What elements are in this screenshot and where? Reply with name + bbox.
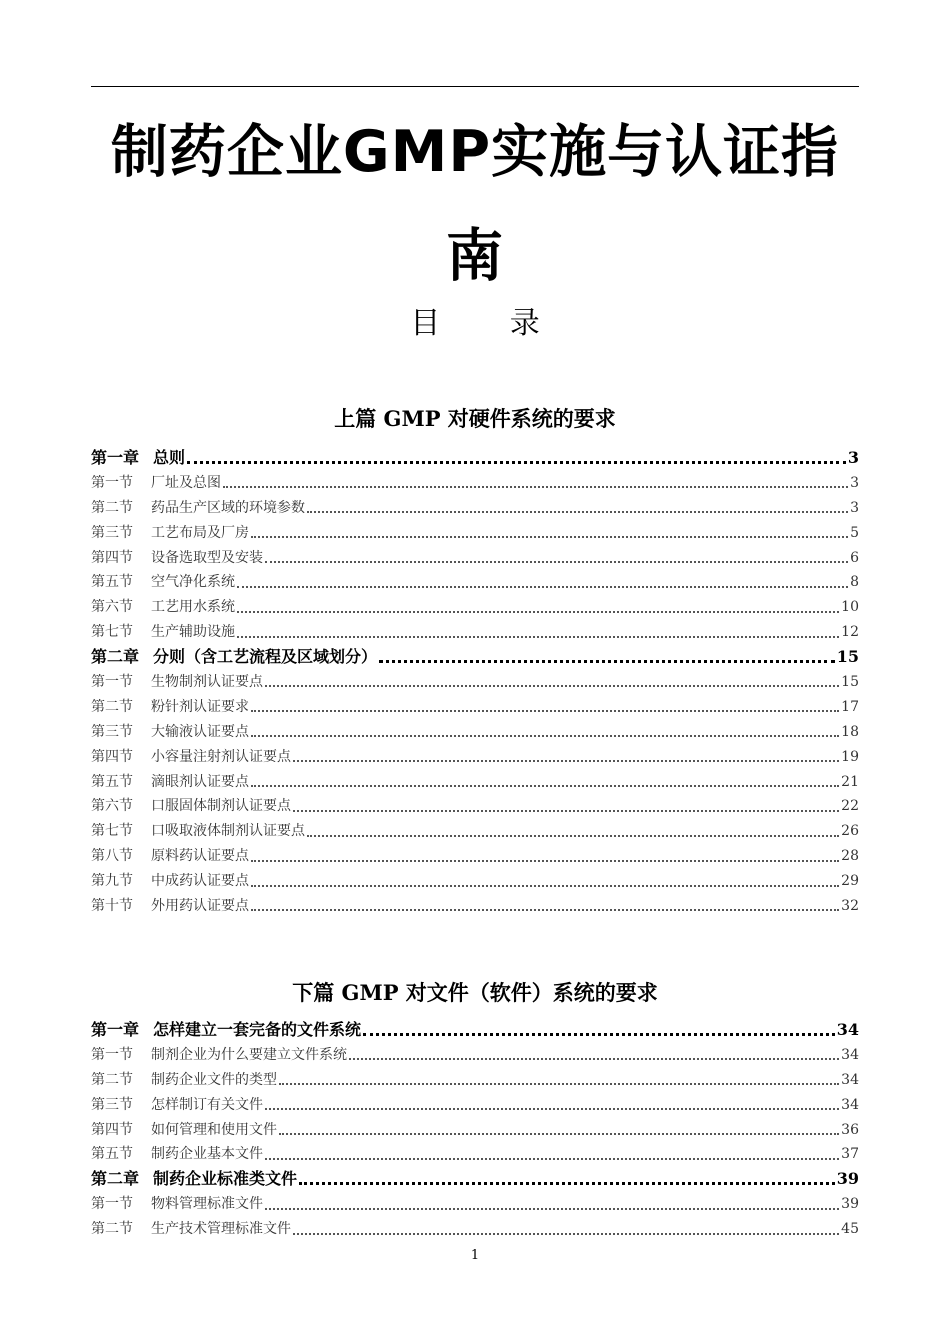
toc-leader-dots bbox=[237, 611, 839, 613]
toc-section-entry[interactable] bbox=[91, 1093, 859, 1118]
toc-leader-dots bbox=[265, 685, 839, 687]
toc-entry-title: 制药企业标准类文件 bbox=[153, 1169, 298, 1189]
toc-entry-number: 第十节 bbox=[91, 898, 133, 915]
toc-leader-dots bbox=[251, 785, 839, 787]
toc-label: 目 录 bbox=[410, 306, 540, 341]
toc-chapter-entry[interactable] bbox=[91, 446, 859, 471]
toc-entry-title: 生物制剂认证要点 bbox=[151, 674, 263, 691]
toc-leader-dots bbox=[237, 586, 848, 588]
toc-entry-title: 生产技术管理标准文件 bbox=[151, 1221, 291, 1238]
toc-entry-number: 第三节 bbox=[91, 1096, 133, 1113]
toc-entry-title: 口服固体制剂认证要点 bbox=[151, 798, 291, 815]
toc-entry-title: 设备选取型及安装 bbox=[151, 549, 263, 566]
toc-leader-dots bbox=[237, 636, 839, 638]
toc-entry-title: 制药企业文件的类型 bbox=[151, 1071, 277, 1088]
toc-section-entry[interactable] bbox=[91, 471, 859, 496]
toc-leader-dots bbox=[293, 1233, 839, 1235]
toc-entry-page: 34 bbox=[841, 1071, 859, 1088]
toc-entry-number: 第八节 bbox=[91, 848, 133, 865]
toc-entry-title: 药品生产区域的环境参数 bbox=[151, 499, 305, 516]
part2-heading: 下篇 GMP 对文件（软件）系统的要求 bbox=[292, 980, 658, 1005]
toc-section-entry[interactable] bbox=[91, 869, 859, 894]
toc-entry-number: 第四节 bbox=[91, 1121, 133, 1138]
toc-leader-dots bbox=[363, 1033, 835, 1036]
toc-entry-number: 第二节 bbox=[91, 698, 133, 715]
toc-entry-title: 工艺布局及厂房 bbox=[151, 524, 249, 541]
toc-entry-page: 34 bbox=[841, 1046, 859, 1063]
toc-section-entry[interactable] bbox=[91, 770, 859, 795]
toc-section-entry[interactable] bbox=[91, 1142, 859, 1167]
toc-leader-dots bbox=[307, 511, 848, 513]
toc-entry-page: 12 bbox=[841, 624, 859, 641]
toc-entry-page: 3 bbox=[850, 474, 859, 491]
toc-entry-page: 18 bbox=[841, 723, 859, 740]
toc-leader-dots bbox=[251, 735, 839, 737]
toc-entry-title: 工艺用水系统 bbox=[151, 599, 235, 616]
toc-entry-title: 怎样建立一套完备的文件系统 bbox=[153, 1020, 362, 1039]
toc-section-entry[interactable] bbox=[91, 1192, 859, 1217]
toc-leader-dots bbox=[293, 810, 839, 812]
toc-leader-dots bbox=[265, 1108, 839, 1110]
toc-entry-title: 如何管理和使用文件 bbox=[151, 1121, 277, 1138]
toc-leader-dots bbox=[251, 710, 839, 712]
toc-entry-title: 原料药认证要点 bbox=[151, 848, 249, 865]
toc-leader-dots bbox=[251, 536, 848, 538]
toc-entry-page: 34 bbox=[836, 1020, 859, 1039]
toc-entry-page: 26 bbox=[841, 823, 859, 840]
toc-entry-number: 第三节 bbox=[91, 524, 133, 541]
document-title-line1: 制药企业GMP实施与认证指 bbox=[110, 119, 840, 185]
toc-section-entry[interactable] bbox=[91, 521, 859, 546]
toc-chapter-entry[interactable] bbox=[91, 1167, 859, 1192]
toc-section-entry[interactable] bbox=[91, 496, 859, 521]
toc-leader-dots bbox=[299, 1182, 835, 1185]
toc-entry-page: 21 bbox=[841, 773, 859, 790]
toc-section-entry[interactable] bbox=[91, 844, 859, 869]
toc-leader-dots bbox=[251, 885, 839, 887]
part1-toc-list bbox=[91, 446, 859, 919]
toc-chapter-entry[interactable] bbox=[91, 645, 859, 670]
toc-leader-dots bbox=[279, 1133, 839, 1135]
toc-entry-title: 空气净化系统 bbox=[151, 574, 235, 591]
toc-entry-title: 中成药认证要点 bbox=[151, 873, 249, 890]
toc-entry-page: 34 bbox=[841, 1096, 859, 1113]
toc-entry-page: 10 bbox=[841, 599, 859, 616]
toc-section-entry[interactable] bbox=[91, 570, 859, 595]
toc-entry-number: 第四节 bbox=[91, 549, 133, 566]
toc-entry-page: 15 bbox=[841, 674, 859, 691]
toc-entry-number: 第三节 bbox=[91, 723, 133, 740]
toc-section-entry[interactable] bbox=[91, 720, 859, 745]
toc-entry-page: 5 bbox=[850, 524, 859, 541]
toc-chapter-entry[interactable] bbox=[91, 1018, 859, 1043]
toc-entry-page: 39 bbox=[841, 1196, 859, 1213]
toc-entry-title: 制剂企业为什么要建立文件系统 bbox=[151, 1046, 347, 1063]
toc-entry-page: 45 bbox=[841, 1221, 859, 1238]
toc-leader-dots bbox=[279, 1083, 839, 1085]
toc-entry-number: 第二节 bbox=[91, 499, 133, 516]
toc-section-entry[interactable] bbox=[91, 695, 859, 720]
toc-entry-page: 29 bbox=[841, 873, 859, 890]
toc-entry-number: 第七节 bbox=[91, 624, 133, 641]
toc-section-entry[interactable] bbox=[91, 1217, 859, 1242]
toc-leader-dots bbox=[265, 1158, 839, 1160]
toc-section-entry[interactable] bbox=[91, 745, 859, 770]
toc-entry-title: 生产辅助设施 bbox=[151, 624, 235, 641]
toc-entry-title: 分则（含工艺流程及区域划分） bbox=[153, 647, 378, 667]
toc-entry-number: 第一节 bbox=[91, 474, 133, 491]
toc-leader-dots bbox=[223, 486, 848, 488]
toc-entry-number: 第五节 bbox=[91, 1146, 133, 1163]
toc-entry-title: 粉针剂认证要求 bbox=[151, 698, 249, 715]
toc-entry-number: 第二章 bbox=[91, 1169, 140, 1189]
toc-entry-page: 37 bbox=[841, 1146, 859, 1163]
toc-entry-number: 第五节 bbox=[91, 574, 133, 591]
toc-section-entry[interactable] bbox=[91, 1068, 859, 1093]
toc-leader-dots bbox=[265, 561, 848, 563]
toc-leader-dots bbox=[307, 835, 839, 837]
document-title-line2: 南 bbox=[446, 223, 504, 289]
toc-section-entry[interactable] bbox=[91, 1118, 859, 1143]
toc-section-entry[interactable] bbox=[91, 546, 859, 571]
toc-leader-dots bbox=[293, 760, 839, 762]
toc-entry-number: 第六节 bbox=[91, 599, 133, 616]
toc-leader-dots bbox=[187, 461, 846, 464]
toc-entry-title: 滴眼剂认证要点 bbox=[151, 773, 249, 790]
toc-entry-number: 第四节 bbox=[91, 748, 133, 765]
toc-section-entry[interactable] bbox=[91, 894, 859, 919]
toc-entry-number: 第六节 bbox=[91, 798, 133, 815]
toc-leader-dots bbox=[251, 860, 839, 862]
page-number: 1 bbox=[470, 1248, 480, 1263]
toc-entry-number: 第二节 bbox=[91, 1221, 133, 1238]
toc-entry-title: 厂址及总图 bbox=[151, 474, 221, 491]
toc-entry-page: 28 bbox=[841, 848, 859, 865]
header-rule bbox=[91, 86, 859, 87]
toc-entry-number: 第二节 bbox=[91, 1071, 133, 1088]
toc-entry-page: 19 bbox=[841, 748, 859, 765]
toc-leader-dots bbox=[349, 1058, 839, 1060]
toc-entry-page: 36 bbox=[841, 1121, 859, 1138]
toc-entry-number: 第二章 bbox=[91, 647, 140, 667]
toc-entry-number: 第七节 bbox=[91, 823, 133, 840]
toc-leader-dots bbox=[265, 1208, 839, 1210]
toc-entry-number: 第一章 bbox=[91, 448, 140, 467]
part2-toc-list bbox=[91, 1018, 859, 1242]
toc-entry-page: 6 bbox=[850, 549, 859, 566]
toc-entry-title: 总则 bbox=[153, 448, 186, 467]
toc-entry-number: 第五节 bbox=[91, 773, 133, 790]
toc-leader-dots bbox=[251, 909, 839, 911]
toc-entry-number: 第九节 bbox=[91, 873, 133, 890]
toc-entry-title: 小容量注射剂认证要点 bbox=[151, 748, 291, 765]
toc-entry-title: 口吸取液体制剂认证要点 bbox=[151, 823, 305, 840]
toc-entry-title: 怎样制订有关文件 bbox=[151, 1096, 263, 1113]
toc-entry-title: 物料管理标准文件 bbox=[151, 1196, 263, 1213]
toc-section-entry[interactable] bbox=[91, 670, 859, 695]
toc-entry-page: 39 bbox=[836, 1169, 859, 1189]
toc-entry-page: 17 bbox=[841, 698, 859, 715]
toc-entry-number: 第一节 bbox=[91, 1196, 133, 1213]
toc-section-entry[interactable] bbox=[91, 620, 859, 645]
toc-section-entry[interactable] bbox=[91, 595, 859, 620]
toc-entry-title: 大输液认证要点 bbox=[151, 723, 249, 740]
toc-entry-page: 32 bbox=[841, 898, 859, 915]
toc-section-entry[interactable] bbox=[91, 819, 859, 844]
toc-entry-page: 8 bbox=[850, 574, 859, 591]
toc-entry-number: 第一节 bbox=[91, 674, 133, 691]
toc-entry-number: 第一章 bbox=[91, 1020, 140, 1039]
toc-entry-page: 3 bbox=[847, 448, 859, 467]
toc-entry-title: 制药企业基本文件 bbox=[151, 1146, 263, 1163]
part1-heading: 上篇 GMP 对硬件系统的要求 bbox=[334, 406, 616, 431]
toc-section-entry[interactable] bbox=[91, 1043, 859, 1068]
toc-entry-title: 外用药认证要点 bbox=[151, 898, 249, 915]
toc-entry-page: 3 bbox=[850, 499, 859, 516]
toc-leader-dots bbox=[379, 660, 835, 663]
toc-entry-number: 第一节 bbox=[91, 1046, 133, 1063]
toc-section-entry[interactable] bbox=[91, 794, 859, 819]
toc-entry-page: 15 bbox=[836, 647, 859, 667]
toc-entry-page: 22 bbox=[841, 798, 859, 815]
